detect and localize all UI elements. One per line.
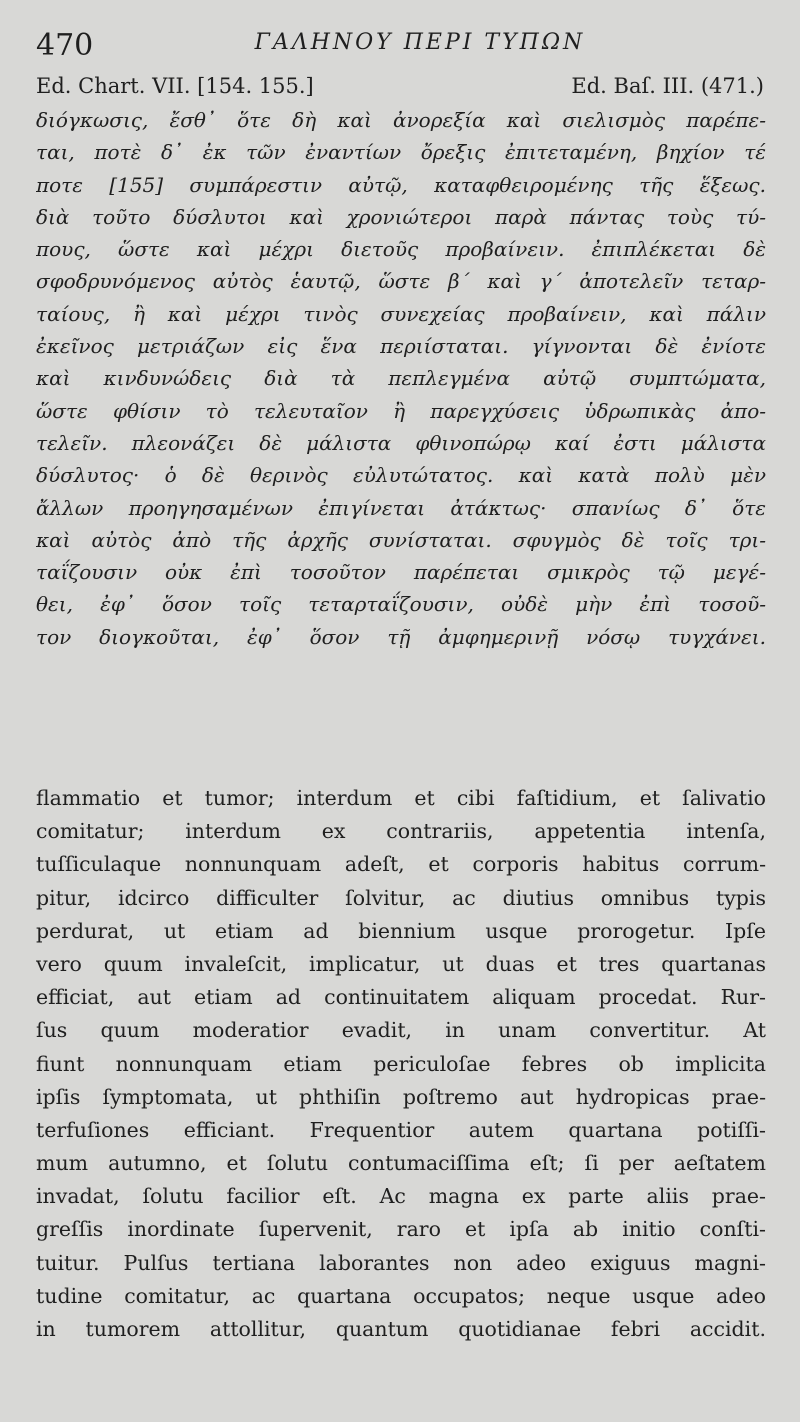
greek-text-line: καὶ κινδυνώδεις διὰ τὰ πεπλεγμένα αὐτῷ συμπτώματα, xyxy=(36,366,766,391)
greek-text-line: πους, ὥστε καὶ μέχρι διετοῦς προβαίνειν. ἐπιπλέκεται δὲ xyxy=(36,237,766,262)
greek-text-line: ὥστε φθίσιν τὸ τελευταῖον ἢ παρεγχύσεις ὑδρωπικὰς ἀπο- xyxy=(36,398,766,423)
latin-text-line: terfuſiones efficiant. Frequentior autem quartana potiſſi- xyxy=(36,1117,766,1142)
greek-text-line: καὶ αὐτὸς ἀπὸ τῆς ἀρχῆς συνίσταται. σφυγμὸς δὲ τοῖς τρι- xyxy=(36,527,766,552)
greek-text-line: ἐκεῖνος μετριάζων εἰς ἕνα περιίσταται. γίγνονται δὲ ἐνίοτε xyxy=(36,334,766,359)
greek-text-line: θει, ἐφ᾽ ὅσον τοῖς τεταρταΐζουσιν, οὐδὲ μὴν ἐπὶ τοσοῦ- xyxy=(36,592,766,617)
edition-basel-reference: Ed. Baſ. III. (471.) xyxy=(571,74,764,98)
latin-text-line: tuſſiculaque nonnunquam adeſt, et corporis habitus corrum- xyxy=(36,852,766,877)
edition-chart-reference: Ed. Chart. VII. [154. 155.] xyxy=(36,74,314,98)
greek-text-block xyxy=(36,104,766,653)
latin-text-line: greſſis inordinate ſupervenit, raro et ipſa ab initio conſti- xyxy=(36,1217,766,1242)
latin-text-line: flammatio et tumor; interdum et cibi faſtidium, et ſalivatio xyxy=(36,786,766,810)
latin-text-line: comitatur; interdum ex contrariis, appetentia intenſa, xyxy=(36,819,766,844)
greek-text-line: διόγκωσις, ἔσθ᾽ ὅτε δὴ καὶ ἀνορεξία καὶ σιελισμὸς παρέπε- xyxy=(36,108,766,132)
latin-text-line: pitur, idcirco difficulter ſolvitur, ac diutius omnibus typis xyxy=(36,885,766,910)
greek-text-line: ποτε [155] συμπάρεστιν αὐτῷ, καταφθειρομένης τῆς ἕξεως. xyxy=(36,172,766,197)
latin-text-line: ipſis ſymptomata, ut phthiſin poſtremo aut hydropicas prae- xyxy=(36,1084,766,1109)
latin-text-line: ſus quum moderatior evadit, in unam convertitur. At xyxy=(36,1018,766,1043)
greek-text-line: τελεῖν. πλεονάζει δὲ μάλιστα φθινοπώρῳ καί ἐστι μάλιστα xyxy=(36,430,766,455)
page-number: 470 xyxy=(36,28,94,63)
latin-text-block xyxy=(36,782,766,1346)
greek-text-line: σφοδρυνόμενος αὐτὸς ἑαυτῷ, ὥστε β΄ καὶ γ΄ ἀποτελεῖν τεταρ- xyxy=(36,269,766,294)
running-title: ΓΑΛΗΝΟΥ ΠΕΡΙ ΤΥΠΩΝ xyxy=(254,30,586,55)
latin-text-line: in tumorem attollitur, quantum quotidianae febri accidit. xyxy=(36,1317,766,1341)
greek-text-line: ἄλλων προηγησαμένων ἐπιγίνεται ἀτάκτως· σπανίως δ᾽ ὅτε xyxy=(36,495,766,520)
latin-text-line: tuitur. Pulſus tertiana laborantes non adeo exiguus magni- xyxy=(36,1250,766,1275)
page-header xyxy=(36,26,764,66)
latin-text-line: tudine comitatur, ac quartana occupatos; neque usque adeo xyxy=(36,1283,766,1308)
latin-text-line: fiunt nonnunquam etiam periculoſae febres ob implicita xyxy=(36,1051,766,1076)
latin-text-line: efficiat, aut etiam ad continuitatem aliquam procedat. Rur- xyxy=(36,985,766,1010)
latin-text-line: mum autumno, et ſolutu contumaciſſima eſt; ſi per aeſtatem xyxy=(36,1151,766,1176)
greek-text-line: ταΐζουσιν οὐκ ἐπὶ τοσοῦτον παρέπεται σμικρὸς τῷ μεγέ- xyxy=(36,560,766,585)
greek-text-line: ται, ποτὲ δ᾽ ἐκ τῶν ἐναντίων ὄρεξις ἐπιτεταμένη, βηχίον τέ xyxy=(36,140,766,165)
greek-text-line: δύσλυτος· ὁ δὲ θερινὸς εὐλυτώτατος. καὶ κατὰ πολὺ μὲν xyxy=(36,463,766,488)
latin-text-line: perdurat, ut etiam ad biennium usque prorogetur. Ipſe xyxy=(36,918,766,943)
greek-text-line: ταίους, ἢ καὶ μέχρι τινὸς συνεχείας προβαίνειν, καὶ πάλιν xyxy=(36,301,766,326)
edition-reference-line xyxy=(36,74,764,104)
greek-text-line: διὰ τοῦτο δύσλυτοι καὶ χρονιώτεροι παρὰ πάντας τοὺς τύ- xyxy=(36,204,766,229)
latin-text-line: vero quum invaleſcit, implicatur, ut duas et tres quartanas xyxy=(36,951,766,976)
latin-text-line: invadat, ſolutu facilior eſt. Ac magna ex parte aliis prae- xyxy=(36,1184,766,1209)
greek-text-line: τον διογκοῦται, ἐφ᾽ ὅσον τῇ ἀμφημερινῇ νόσῳ τυγχάνει. xyxy=(36,624,766,649)
